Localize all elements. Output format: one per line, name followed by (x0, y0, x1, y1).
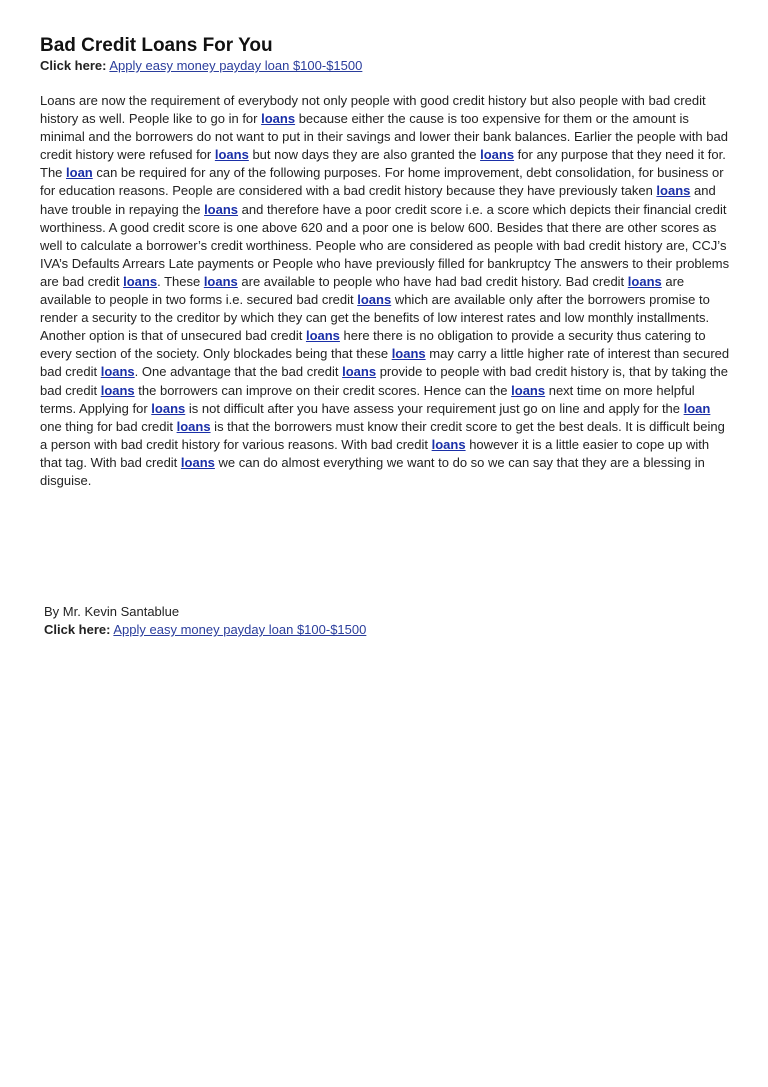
body-text-segment: is not difficult after you have assess your requirement just go on line and apply for the (185, 400, 684, 416)
footer-click-here-label: Click here: (44, 622, 111, 637)
document-title: Bad Credit Loans For You (40, 35, 273, 56)
loans-keyword-link[interactable]: loans (511, 382, 546, 398)
click-here-label: Click here: (40, 58, 107, 73)
body-text-segment: for any purpose that they need it for. The (40, 147, 726, 181)
body-text-segment: . One advantage that the bad credit (134, 364, 343, 380)
body-text-segment: the borrowers can improve on their credit scores. Hence can the (134, 382, 512, 398)
body-text-segment: Loans are now the requirement of everybody not only people with good credit history but also people with bad credit history as well. People like to go in for (40, 93, 706, 127)
article-body (40, 92, 730, 490)
loans-keyword-link[interactable]: loans (100, 382, 135, 398)
document-footer (44, 603, 644, 638)
footer-click-line (44, 621, 644, 638)
body-text-segment: next time on more helpful terms. Applying for (40, 382, 695, 416)
body-text-segment: we can do almost everything we want to do so we can say that they are a blessing in disguise. (40, 454, 705, 488)
body-text-segment: however it is a little easier to cope up with that tag. With bad credit (40, 436, 710, 470)
body-text-segment: which are available only after the borrowers promise to render a security to the creditor by which they can get the benefits of low interest rates and low monthly installments. Another option is that of unsecured bad credit (40, 292, 710, 344)
loans-keyword-link[interactable]: loans (100, 364, 135, 380)
loans-keyword-link[interactable]: loans (656, 183, 691, 199)
loans-keyword-link[interactable]: loans (261, 111, 296, 127)
body-text-segment: and have trouble in repaying the (40, 183, 716, 217)
body-text-segment: . These (157, 273, 204, 289)
body-text-segment: here there is no obligation to provide a security thus catering to every section of the society. Only blockades being that these (40, 328, 706, 362)
body-text-segment: provide to people with bad credit history is, that by taking the bad credit (40, 364, 728, 398)
body-text-segment: because either the cause is too expensive for them or the amount is minimal and the borrowers do not want to put in their savings and lower their bank balances. Earlier the people with bad credit history were refused for (40, 111, 728, 163)
loans-keyword-link[interactable]: loans (123, 273, 158, 289)
loans-keyword-link[interactable]: loans (431, 436, 466, 452)
loans-keyword-link[interactable]: loans (391, 346, 426, 362)
header-click-line (40, 57, 730, 74)
footer-payday-loan-link[interactable]: Apply easy money payday loan $100-$1500 (113, 622, 367, 637)
loans-keyword-link[interactable]: loans (214, 147, 249, 163)
body-text-segment: but now days they are also granted the (248, 147, 481, 163)
loans-keyword-link[interactable]: loans (176, 418, 211, 434)
body-text-segment: one thing for bad credit (40, 418, 177, 434)
loans-keyword-link[interactable]: loans (204, 201, 239, 217)
loans-keyword-link[interactable]: loans (305, 328, 340, 344)
loans-keyword-link[interactable]: loans (357, 292, 392, 308)
loans-keyword-link[interactable]: loans (151, 400, 186, 416)
loans-keyword-link[interactable]: loan (683, 400, 711, 416)
payday-loan-link[interactable]: Apply easy money payday loan $100-$1500 (109, 58, 363, 73)
body-text-segment: are available to people who have had bad credit history. Bad credit (237, 273, 628, 289)
document-page (40, 34, 730, 490)
loans-keyword-link[interactable]: loans (480, 147, 515, 163)
loans-keyword-link[interactable]: loans (627, 273, 662, 289)
loans-keyword-link[interactable]: loans (180, 454, 215, 470)
body-text-segment: may carry a little higher rate of interest than secured bad credit (40, 346, 730, 380)
byline: By Mr. Kevin Santablue (44, 604, 180, 619)
loans-keyword-link[interactable]: loans (203, 273, 238, 289)
body-text-segment: can be required for any of the following purposes. For home improvement, debt consolidation, for business or for education reasons. People are considered with a bad credit history because they have previously taken (40, 165, 724, 199)
body-text-segment: is that the borrowers must know their credit score to get the best deals. It is difficult being a person with bad credit history for various reasons. With bad credit (40, 418, 725, 452)
body-text-segment: and therefore have a poor credit score i.e. a score which depicts their financial credit worthiness. A good credit score is one above 620 and a poor one is below 600. Besides that there are other scores as well to calculate a borrower’s credit worthiness. People who are considered as people with bad credit history are, CCJ’s IVA’s Defaults Arrears Late payments or People who have previously filled for bankruptcy The answers to their problems are bad credit (40, 201, 730, 289)
loans-keyword-link[interactable]: loans (342, 364, 377, 380)
body-text-segment: are available to people in two forms i.e. secured bad credit (40, 273, 685, 308)
loans-keyword-link[interactable]: loan (66, 165, 93, 181)
